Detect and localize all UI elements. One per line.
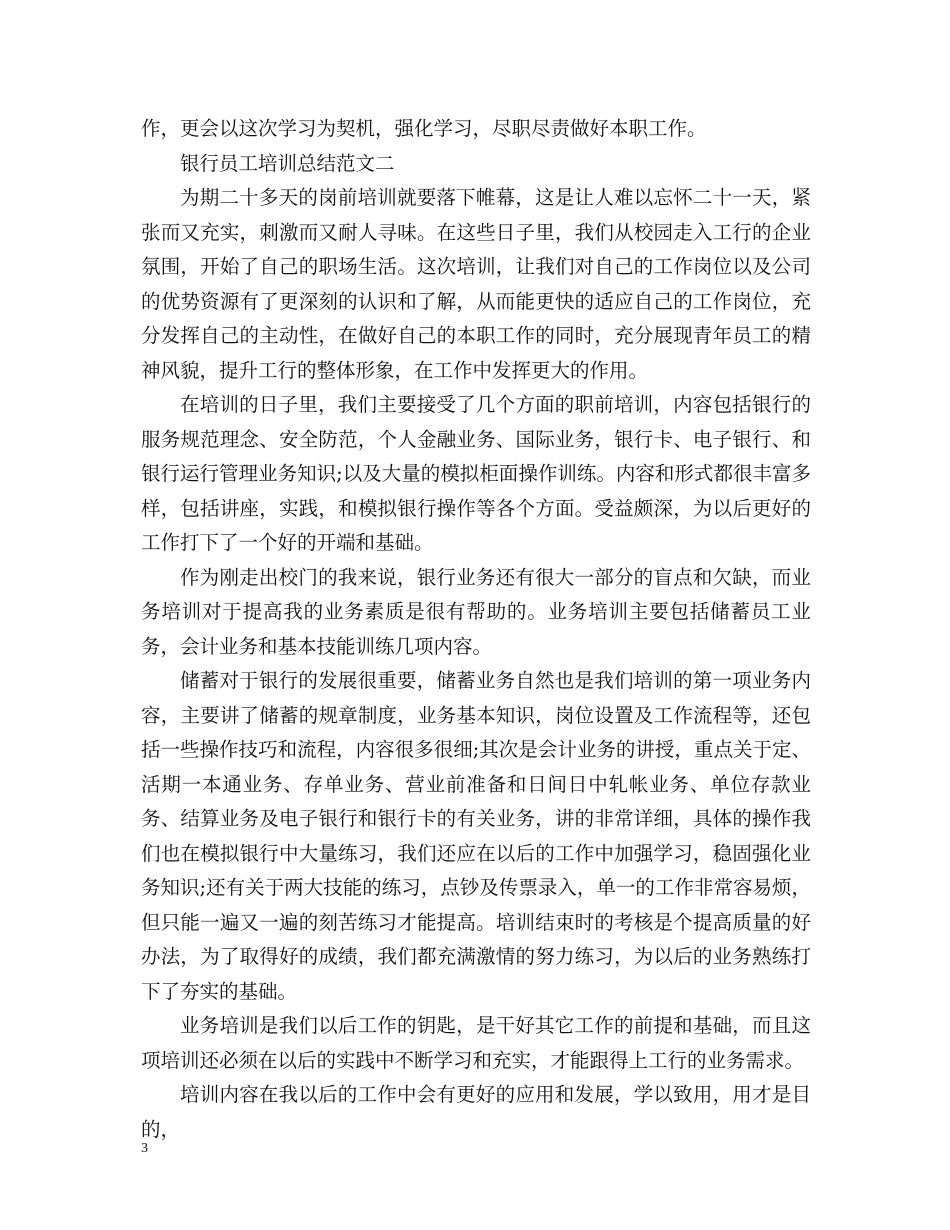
- paragraph: 储蓄对于银行的发展很重要，储蓄业务自然也是我们培训的第一项业务内容，主要讲了储蓄的规章制度，业务基本知识，岗位设置及工作流程等，还包括一些操作技巧和流程，内容很多很细;其次是会计业务的讲授，重点关于定、活期一本通业务、存单业务、营业前准备和日间日中轧帐业务、单位存款业务、结算业务及电子银行和银行卡的有关业务，讲的非常详细，具体的操作我们也在模拟银行中大量练习，我们还应在以后的工作中加强学习，稳固强化业务知识;还有关于两大技能的练习，点钞及传票录入，单一的工作非常容易烦，但只能一遍又一遍的刻苦练习才能提高。培训结束时的考核是个提高质量的好办法，为了取得好的成绩，我们都充满激情的努力练习，为以后的业务熟练打下了夯实的基础。: [141, 669, 811, 1003]
- section-heading: 银行员工培训总结范文二: [180, 151, 395, 175]
- paragraph: 培训内容在我以后的工作中会有更好的应用和发展，学以致用，用才是目的，: [141, 1083, 811, 1141]
- paragraph: 在培训的日子里，我们主要接受了几个方面的职前培训，内容包括银行的服务规范理念、安全防范，个人金融业务、国际业务，银行卡、电子银行、和银行运行管理业务知识;以及大量的模拟柜面操作训练。内容和形式都很丰富多样，包括讲座，实践，和模拟银行操作等各个方面。受益颇深，为以后更好的工作打下了一个好的开端和基础。: [141, 393, 811, 554]
- paragraph: 为期二十多天的岗前培训就要落下帷幕，这是让人难以忘怀二十一天，紧张而又充实，刺激而又耐人寻味。在这些日子里，我们从校园走入工行的企业氛围，开始了自己的职场生活。这次培训，让我们对自己的工作岗位以及公司的优势资源有了更深刻的认识和了解，从而能更快的适应自己的工作岗位，充分发挥自己的主动性，在做好自己的本职工作的同时，充分展现青年员工的精神风貌，提升工行的整体形象，在工作中发挥更大的作用。: [141, 186, 811, 382]
- document-body: [141, 112, 811, 1147]
- page-number: 3: [141, 1141, 148, 1156]
- paragraph: 业务培训是我们以后工作的钥匙，是干好其它工作的前提和基础，而且这项培训还必须在以后的实践中不断学习和充实，才能跟得上工行的业务需求。: [141, 1014, 811, 1072]
- paragraph-continuation: 作，更会以这次学习为契机，强化学习，尽职尽责做好本职工作。: [141, 117, 707, 140]
- paragraph: 作为刚走出校门的我来说，银行业务还有很大一部分的盲点和欠缺，而业务培训对于提高我的业务素质是很有帮助的。业务培训主要包括储蓄员工业务，会计业务和基本技能训练几项内容。: [141, 565, 811, 658]
